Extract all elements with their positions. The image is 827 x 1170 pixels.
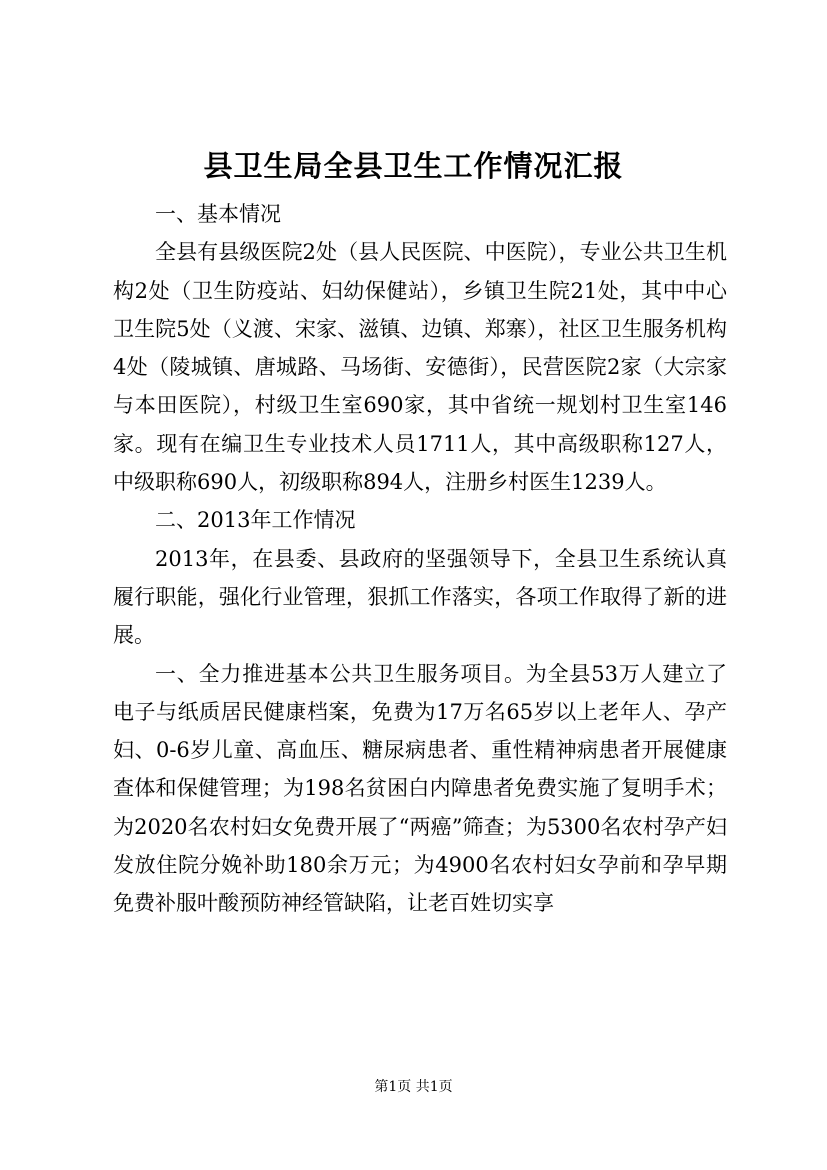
section-heading-basic-info: 一、基本情况 (155, 202, 281, 226)
document-body (113, 195, 727, 923)
paragraph-basic-info: 全县有县级医院2处（县人民医院、中医院），专业公共卫生机构2处（卫生防疫站、妇幼保健站），乡镇卫生院21处，其中中心卫生院5处（义渡、宋家、滋镇、边镇、郑寨），社区卫生服务机构4处（陵城镇、唐城路、马场街、安德街），民营医院2家（大宗家与本田医院），村级卫生室690家，其中省统一规划村卫生室146家。现有在编卫生专业技术人员1711人，其中高级职称127人，中级职称690人，初级职称894人，注册乡村医生1239人。 (113, 240, 727, 495)
paragraph-2013-intro: 2013年，在县委、县政府的坚强领导下，全县卫生系统认真履行职能，强化行业管理，狠抓工作落实，各项工作取得了新的进展。 (113, 546, 727, 648)
document-title: 县卫生局全县卫生工作情况汇报 (203, 149, 624, 183)
page-footer: 第1页 共1页 (374, 1079, 453, 1095)
section-heading-2013-work: 二、2013年工作情况 (155, 508, 356, 533)
paragraph-public-health-services: 一、全力推进基本公共卫生服务项目。为全县53万人建立了电子与纸质居民健康档案，免费为17万名65岁以上老年人、孕产妇、0-6岁儿童、高血压、糖尿病患者、重性精神病患者开展健康查体和保健管理；为198名贫困白内障患者免费实施了复明手术；为2020名农村妇女免费开展了“两癌”筛查；为5300名农村孕产妇发放住院分娩补助180余万元；为4900名农村妇女孕前和孕早期免费补服叶酸预防神经管缺陷，让老百姓切实享 (113, 661, 727, 916)
